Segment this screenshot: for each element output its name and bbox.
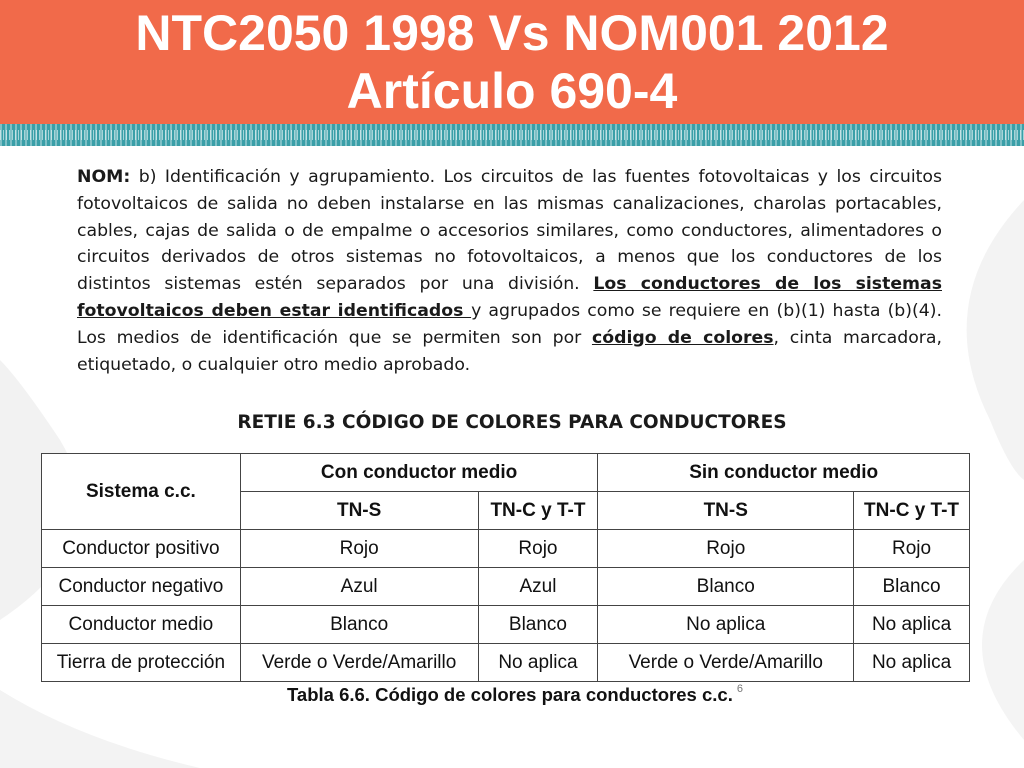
header-without-medio: Sin conductor medio <box>598 454 970 492</box>
header-tn-c: TN-C y T-T <box>854 492 970 530</box>
caption-text: Tabla 6.6. Código de colores para conductores c.c. <box>287 684 733 705</box>
caption-footnote: 6 <box>736 682 743 695</box>
header-tn-s: TN-S <box>240 492 478 530</box>
table-cell: Azul <box>478 568 598 606</box>
table-cell: No aplica <box>598 606 854 644</box>
table-cell: Azul <box>240 568 478 606</box>
table-cell: No aplica <box>478 644 598 682</box>
table-cell: Blanco <box>598 568 854 606</box>
header-with-medio: Con conductor medio <box>240 454 598 492</box>
table-cell: Rojo <box>478 530 598 568</box>
body-text-3: , cinta marcadora, etiquetado, o cualquier otro medio aprobado. <box>77 327 942 375</box>
table-cell: Verde o Verde/Amarillo <box>598 644 854 682</box>
table-row <box>42 530 970 568</box>
body-text-2: y agrupados como se requiere en (b)(1) hasta (b)(4). Los medios de identificación que se permiten son por <box>77 300 942 348</box>
decorative-stripe <box>0 124 1024 146</box>
row-label: Conductor medio <box>42 606 241 644</box>
slide-title <box>0 4 1024 120</box>
title-line-1: NTC2050 1998 Vs NOM001 2012 <box>135 5 889 61</box>
table-cell: Blanco <box>478 606 598 644</box>
table-cell: No aplica <box>854 606 970 644</box>
title-line-2: Artículo 690-4 <box>346 63 678 119</box>
table-cell: Verde o Verde/Amarillo <box>240 644 478 682</box>
header-tn-c: TN-C y T-T <box>478 492 598 530</box>
table-row <box>42 606 970 644</box>
table-caption <box>287 684 743 706</box>
table-cell: Blanco <box>854 568 970 606</box>
color-code-table <box>41 453 970 682</box>
body-text-1: b) Identificación y agrupamiento. Los circuitos de las fuentes fotovoltaicas y los circuitos fotovoltaicos de salida no deben instalarse en las mismas canalizaciones, charolas portacables, cables, cajas de salida o de empalme o accesorios similares, como conductores, alimentadores o circuitos derivados de otros sistemas no fotovoltaicos, a menos que los conductores de los distintos sistemas estén separados por una división. <box>77 167 942 295</box>
nom-label: NOM: <box>77 167 131 187</box>
table-cell: Blanco <box>240 606 478 644</box>
row-label: Tierra de protección <box>42 644 241 682</box>
header-system: Sistema c.c. <box>42 454 241 530</box>
underlined-requirement: Los conductores de los sistemas fotovoltaicos deben estar identificados <box>77 274 942 321</box>
section-subtitle: RETIE 6.3 CÓDIGO DE COLORES PARA CONDUCTORES <box>237 412 787 433</box>
row-label: Conductor negativo <box>42 568 241 606</box>
table-cell: Rojo <box>854 530 970 568</box>
table-cell: Rojo <box>240 530 478 568</box>
underlined-color-code: código de colores <box>591 327 774 348</box>
header-tn-s: TN-S <box>598 492 854 530</box>
table-row <box>42 644 970 682</box>
body-paragraph <box>77 164 942 378</box>
table-row <box>42 568 970 606</box>
row-label: Conductor positivo <box>42 530 241 568</box>
table-cell: No aplica <box>854 644 970 682</box>
table-cell: Rojo <box>598 530 854 568</box>
